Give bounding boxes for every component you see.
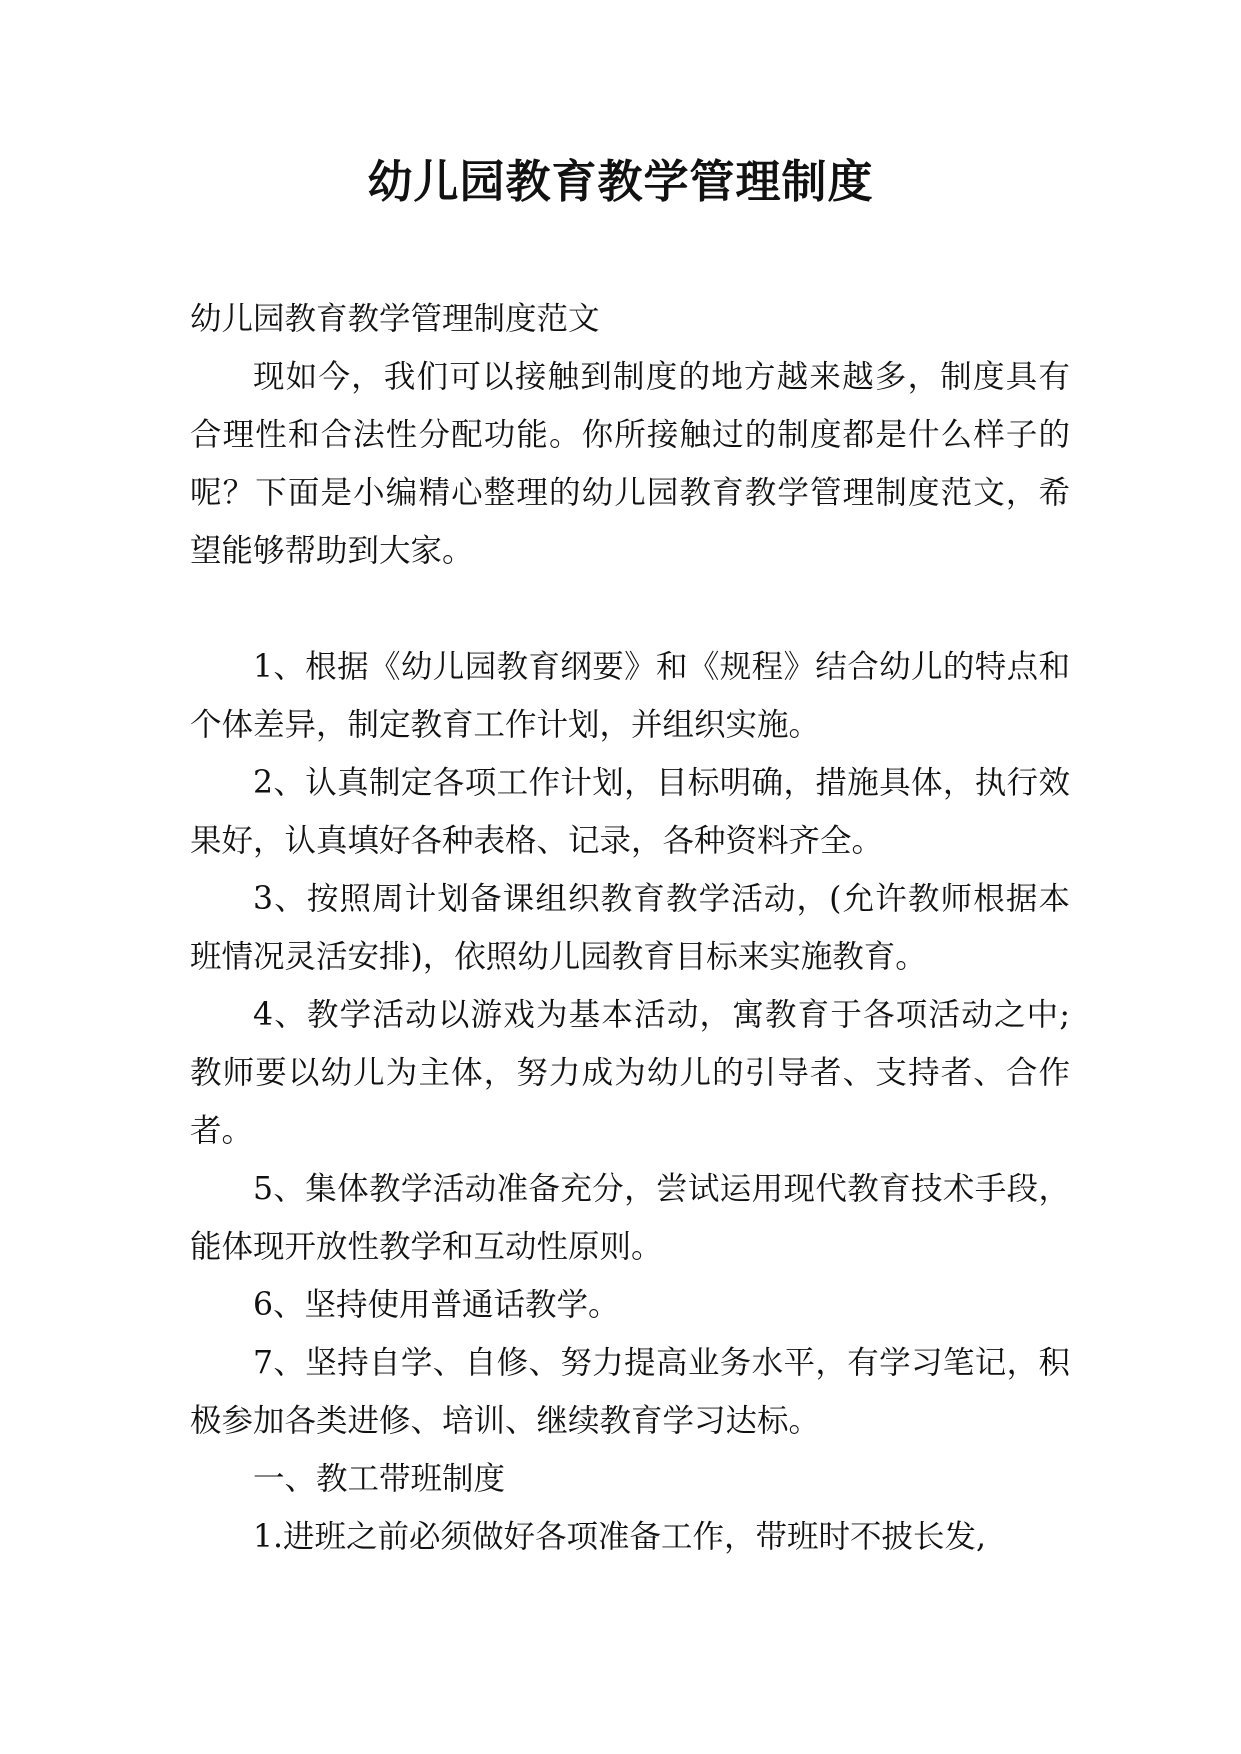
list-item: 4、教学活动以游戏为基本活动，寓教育于各项活动之中;教师要以幼儿为主体，努力成为幼儿的引导者、支持者、合作者。: [190, 997, 1070, 1149]
list-item: 2、认真制定各项工作计划，目标明确，措施具体，执行效果好，认真填好各种表格、记录，各种资料齐全。: [190, 765, 1070, 859]
document-title: 幼儿园教育教学管理制度: [367, 155, 874, 208]
document-subtitle: 幼儿园教育教学管理制度范文: [190, 301, 600, 337]
list-item: 3、按照周计划备课组织教育教学活动，(允许教师根据本班情况灵活安排)，依照幼儿园教育目标来实施教育。: [190, 881, 1070, 975]
document-body: [190, 290, 1070, 1566]
section-heading: 一、教工带班制度: [253, 1461, 506, 1497]
list-item: 7、坚持自学、自修、努力提高业务水平，有学习笔记，积极参加各类进修、培训、继续教育学习达标。: [190, 1345, 1070, 1439]
list-item: 1、根据《幼儿园教育纲要》和《规程》结合幼儿的特点和个体差异，制定教育工作计划，并组织实施。: [190, 649, 1070, 743]
list-item: 5、集体教学活动准备充分，尝试运用现代教育技术手段，能体现开放性教学和互动性原则。: [190, 1171, 1070, 1265]
paragraph-gap: [190, 580, 1070, 638]
intro-paragraph: 现如今，我们可以接触到制度的地方越来越多，制度具有合理性和合法性分配功能。你所接触过的制度都是什么样子的呢？下面是小编精心整理的幼儿园教育教学管理制度范文，希望能够帮助到大家。: [190, 359, 1070, 569]
list-item: 6、坚持使用普通话教学。: [253, 1287, 620, 1323]
section-item: 1.进班之前必须做好各项准备工作，带班时不披长发,: [253, 1519, 987, 1555]
